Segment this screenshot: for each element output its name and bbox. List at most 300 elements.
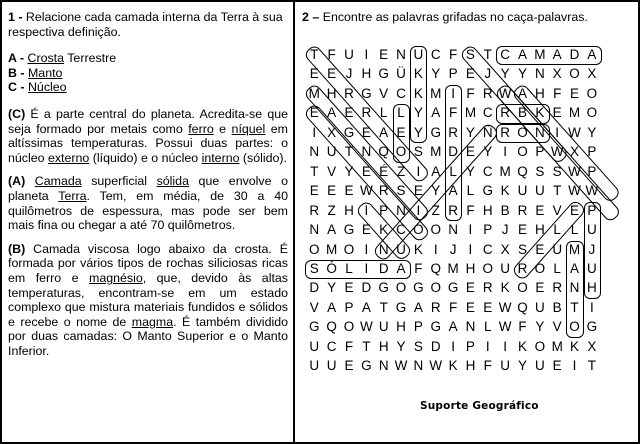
grid-letter[interactable]: K (517, 338, 528, 354)
grid-letter[interactable]: O (517, 280, 529, 296)
grid-letter[interactable]: E (344, 358, 354, 374)
grid-letter[interactable]: H (361, 66, 372, 82)
grid-letter[interactable]: D (569, 47, 580, 62)
grid-letter[interactable]: C (482, 241, 494, 257)
grid-letter[interactable]: M (568, 241, 581, 257)
grid-letter[interactable]: Y (517, 66, 528, 82)
grid-letter[interactable]: M (308, 85, 321, 101)
grid-letter[interactable]: A (327, 299, 337, 315)
grid-letter[interactable]: E (535, 202, 545, 218)
grid-letter[interactable]: O (569, 319, 581, 335)
grid-letter[interactable]: D (361, 280, 372, 296)
grid-letter[interactable]: F (344, 338, 354, 354)
grid-letter[interactable]: P (587, 202, 597, 218)
grid-letter[interactable]: P (587, 163, 597, 179)
grid-letter[interactable]: E (309, 183, 320, 199)
option-a (8, 51, 288, 66)
grid-letter[interactable]: E (327, 183, 337, 199)
grid-letter[interactable]: E (465, 66, 476, 82)
grid-letter[interactable]: W (550, 144, 565, 160)
grid-letter[interactable]: N (396, 47, 407, 62)
grid-letter[interactable]: G (447, 280, 459, 296)
grid-letter[interactable]: T (362, 338, 371, 354)
grid-letter[interactable]: Y (327, 280, 337, 296)
grid-letter[interactable]: O (343, 319, 355, 335)
grid-letter[interactable]: G (395, 299, 407, 315)
grid-letter[interactable]: E (517, 222, 528, 238)
grid-letter[interactable]: Q (430, 260, 442, 276)
grid-letter[interactable]: A (448, 183, 459, 199)
grid-letter[interactable]: I (364, 241, 369, 257)
grid-letter[interactable]: U (500, 358, 511, 374)
grid-letter[interactable]: L (345, 260, 354, 276)
grid-letter[interactable]: C (500, 47, 511, 62)
grid-letter[interactable]: E (535, 280, 545, 296)
grid-letter[interactable]: R (309, 202, 320, 218)
grid-letter[interactable]: F (466, 202, 476, 218)
grid-letter[interactable]: F (553, 85, 562, 101)
def-text (25, 174, 35, 188)
grid-letter[interactable]: M (464, 105, 477, 121)
grid-letter[interactable]: C (396, 85, 407, 101)
grid-letter[interactable]: I (590, 299, 595, 315)
grid-letter[interactable]: O (534, 260, 546, 276)
grid-letter[interactable]: G (343, 222, 355, 238)
grid-letter[interactable]: U (326, 144, 338, 160)
grid-letter[interactable]: O (309, 241, 321, 257)
grid-letter[interactable]: Y (465, 124, 476, 140)
grid-letter[interactable]: L (553, 260, 562, 276)
grid-letter[interactable]: S (413, 144, 424, 160)
grid-letter[interactable]: G (378, 280, 390, 296)
grid-letter[interactable]: Ü (396, 66, 407, 82)
grid-letter[interactable]: P (413, 319, 424, 335)
grid-letter[interactable]: D (430, 338, 442, 354)
grid-letter[interactable]: N (309, 144, 320, 160)
grid-letter[interactable]: K (448, 358, 459, 374)
grid-letter[interactable]: A (570, 260, 580, 276)
def-text: , que, devido às altas temperaturas, encontram-se em um estado complexo que mistura materiais fundidos e sólidos e recebe o nome de (8, 270, 288, 329)
def-keyword: interno (201, 150, 240, 165)
grid-letter[interactable]: A (396, 260, 407, 276)
grid-letter[interactable]: A (413, 299, 424, 315)
grid-letter[interactable]: A (448, 319, 459, 335)
grid-letter[interactable]: O (413, 222, 425, 238)
grid-letter[interactable]: L (379, 105, 388, 121)
grid-letter[interactable]: E (309, 66, 320, 82)
grid-letter[interactable]: L (570, 222, 579, 238)
grid-letter[interactable]: Q (517, 163, 529, 179)
grid-letter[interactable]: K (413, 241, 424, 257)
grid-letter[interactable]: I (572, 358, 577, 374)
grid-letter[interactable]: O (517, 144, 529, 160)
grid-letter[interactable]: R (500, 105, 511, 121)
option-word: Crosta (27, 51, 65, 66)
grid-letter[interactable]: Z (327, 202, 337, 218)
grid-letter[interactable]: D (448, 144, 459, 160)
grid-letter[interactable]: C (482, 105, 494, 121)
grid-letter[interactable]: K (570, 338, 580, 354)
grid-letter[interactable]: Y (413, 124, 424, 140)
grid-letter[interactable]: R (430, 299, 442, 315)
grid-letter[interactable]: E (361, 124, 372, 140)
grid-letter[interactable]: T (587, 358, 597, 374)
grid-letter[interactable]: W (429, 358, 443, 374)
grid-letter[interactable]: T (379, 299, 389, 315)
grid-letter[interactable]: W (498, 319, 513, 335)
grid-letter[interactable]: O (517, 124, 529, 140)
grid-letter[interactable]: K (500, 183, 511, 199)
grid-letter[interactable]: F (466, 85, 476, 101)
grid-letter[interactable]: M (430, 144, 442, 160)
grid-letter[interactable]: F (448, 47, 458, 62)
grid-letter[interactable]: P (379, 202, 389, 218)
grid-letter[interactable]: H (465, 358, 476, 374)
grid-letter[interactable]: J (588, 241, 596, 257)
grid-letter[interactable]: I (555, 124, 560, 140)
grid-letter[interactable]: H (344, 202, 355, 218)
grid-letter[interactable]: F (448, 105, 458, 121)
grid-letter[interactable]: U (396, 241, 407, 257)
grid-letter[interactable]: G (361, 358, 373, 374)
grid-letter[interactable]: P (535, 144, 545, 160)
q2-instruction-text: Encontre as palavras grifadas no caça-palavras. (322, 10, 588, 24)
grid-letter[interactable]: E (344, 280, 354, 296)
grid-letter[interactable]: E (570, 85, 580, 101)
grid-letter[interactable]: Y (413, 105, 424, 121)
grid-letter[interactable]: C (326, 338, 338, 354)
grid-letter[interactable]: G (309, 319, 321, 335)
grid-letter[interactable]: S (396, 183, 407, 199)
grid-letter[interactable]: Y (465, 163, 476, 179)
grid-letter[interactable]: R (482, 280, 494, 296)
grid-letter[interactable]: R (482, 85, 494, 101)
grid-letter[interactable]: A (552, 47, 563, 62)
grid-letter[interactable]: Ó (326, 260, 338, 276)
grid-letter[interactable]: I (503, 338, 508, 354)
grid-letter[interactable]: R (344, 85, 355, 101)
grid-letter[interactable]: W (585, 183, 599, 199)
grid-letter[interactable]: N (361, 144, 372, 160)
grid-letter[interactable]: U (534, 358, 546, 374)
grid-letter[interactable]: U (309, 358, 320, 374)
grid-letter[interactable]: V (552, 202, 563, 218)
grid-letter[interactable]: G (343, 124, 355, 140)
grid-letter[interactable]: C (482, 163, 494, 179)
grid-letter[interactable]: E (309, 105, 320, 121)
grid-letter[interactable]: L (397, 105, 406, 121)
grid-letter[interactable]: V (309, 299, 320, 315)
grid-letter[interactable]: A (361, 299, 372, 315)
grid-letter[interactable]: W (568, 183, 582, 199)
grid-letter[interactable]: Y (517, 358, 528, 374)
grid-letter[interactable]: F (483, 358, 493, 374)
grid-letter[interactable]: P (448, 66, 459, 82)
grid-letter[interactable]: J (501, 222, 510, 238)
grid-letter[interactable]: W (568, 124, 582, 140)
grid-letter[interactable]: A (587, 47, 597, 62)
grid-letter[interactable]: M (568, 105, 581, 121)
question-1 (8, 10, 288, 367)
grid-letter[interactable]: L (449, 163, 458, 179)
grid-letter[interactable]: H (587, 280, 598, 296)
grid-letter[interactable]: A (327, 105, 337, 121)
grid-letter[interactable]: C (430, 47, 442, 62)
grid-letter[interactable]: H (534, 222, 546, 238)
grid-letter[interactable]: O (482, 260, 494, 276)
grid-letter[interactable]: N (396, 202, 407, 218)
grid-letter[interactable]: R (361, 105, 372, 121)
grid-letter[interactable]: J (345, 66, 353, 82)
grid-letter[interactable]: N (413, 358, 424, 374)
grid-letter[interactable]: P (344, 299, 354, 315)
grid-letter[interactable]: E (465, 280, 476, 296)
grid-letter[interactable]: U (534, 299, 546, 315)
grid-letter[interactable]: M (499, 163, 512, 179)
grid-letter[interactable]: X (570, 144, 580, 160)
grid-letter[interactable]: S (309, 260, 320, 276)
grid-letter[interactable]: S (413, 338, 424, 354)
option-word: Núcleo (27, 80, 67, 95)
grid-letter[interactable]: T (310, 163, 319, 179)
grid-letter[interactable]: T (570, 299, 580, 315)
grid-letter[interactable]: R (500, 124, 511, 140)
grid-letter[interactable]: M (326, 241, 338, 257)
grid-letter[interactable]: H (482, 202, 494, 218)
grid-letter[interactable]: E (344, 105, 354, 121)
grid-letter[interactable]: I (364, 47, 369, 62)
grid-letter[interactable]: O (430, 222, 442, 238)
grid-letter[interactable]: Q (517, 299, 529, 315)
grid-letter[interactable]: U (309, 338, 320, 354)
grid-letter[interactable]: Y (431, 183, 441, 199)
grid-letter[interactable]: Z (396, 163, 406, 179)
grid-letter[interactable]: N (534, 66, 546, 82)
grid-letter[interactable]: S (517, 241, 528, 257)
grid-letter[interactable]: S (552, 163, 563, 179)
grid-letter[interactable]: H (396, 319, 407, 335)
grid-letter[interactable]: U (378, 319, 390, 335)
grid-letter[interactable]: I (468, 241, 473, 257)
grid-letter[interactable]: U (587, 222, 598, 238)
grid-letter[interactable]: P (465, 338, 476, 354)
grid-letter[interactable]: F (414, 260, 424, 276)
grid-letter[interactable]: K (379, 222, 389, 238)
grid-letter[interactable]: I (451, 338, 456, 354)
grid-letter[interactable]: E (396, 124, 407, 140)
definition-b (8, 242, 288, 359)
grid-letter[interactable]: B (500, 202, 511, 218)
grid-letter[interactable]: E (552, 358, 563, 374)
grid-letter[interactable]: T (344, 144, 354, 160)
grid-letter[interactable]: A (327, 222, 337, 238)
grid-letter[interactable]: É (379, 163, 389, 179)
grid-letter[interactable]: W (498, 299, 513, 315)
grid-letter[interactable]: Ñ (482, 124, 494, 140)
grid-letter[interactable]: K (535, 105, 545, 121)
grid-letter[interactable]: A (379, 124, 389, 140)
grid-letter[interactable]: O (586, 85, 598, 101)
grid-letter[interactable]: Z (431, 202, 441, 218)
grid-letter[interactable]: R (448, 202, 459, 218)
grid-letter[interactable]: R (552, 280, 563, 296)
grid-letter[interactable]: Y (587, 124, 597, 140)
grid-letter[interactable]: Y (396, 338, 407, 354)
grid-letter[interactable]: U (326, 358, 338, 374)
grid-letter[interactable]: X (327, 124, 337, 140)
grid-letter[interactable]: H (326, 85, 338, 101)
grid-letter[interactable]: I (364, 202, 369, 218)
grid-letter[interactable]: I (364, 260, 369, 276)
grid-letter[interactable]: O (430, 280, 442, 296)
grid-letter[interactable]: Y (500, 66, 511, 82)
grid-letter[interactable]: N (569, 280, 580, 296)
grid-letter[interactable]: A (431, 163, 441, 179)
grid-letter[interactable]: E (327, 66, 337, 82)
grid-letter[interactable]: A (517, 47, 528, 62)
grid-letter[interactable]: P (483, 222, 493, 238)
grid-letter[interactable]: U (344, 47, 355, 62)
grid-letter[interactable]: U (534, 183, 546, 199)
grid-letter[interactable]: N (309, 222, 320, 238)
grid-letter[interactable]: J (484, 66, 492, 82)
grid-letter[interactable]: U (552, 241, 563, 257)
grid-letter[interactable]: E (552, 105, 563, 121)
def-keyword: níquel (231, 121, 266, 136)
grid-letter[interactable]: G (413, 280, 425, 296)
grid-letter[interactable]: H (465, 260, 476, 276)
grid-letter[interactable]: N (378, 241, 390, 257)
grid-letter[interactable]: T (310, 47, 319, 62)
grid-letter[interactable]: I (433, 241, 439, 257)
grid-letter[interactable]: B (552, 299, 563, 315)
grid-letter[interactable]: N (465, 319, 476, 335)
grid-letter[interactable]: M (447, 260, 460, 276)
grid-letter[interactable]: E (570, 202, 580, 218)
grid-letter[interactable]: S (465, 47, 476, 62)
grid-letter[interactable]: U (517, 183, 528, 199)
grid-letter[interactable]: I (485, 338, 491, 354)
grid-letter[interactable]: I (468, 222, 473, 238)
grid-letter[interactable]: A (431, 105, 441, 121)
grid-letter[interactable]: G (586, 319, 598, 335)
grid-letter[interactable]: R (517, 202, 528, 218)
grid-letter[interactable]: L (553, 222, 562, 238)
grid-letter[interactable]: O (395, 280, 407, 296)
grid-letter[interactable]: G (361, 85, 373, 101)
grid-letter[interactable]: Y (483, 144, 493, 160)
grid-letter[interactable]: K (413, 85, 424, 101)
grid-letter[interactable]: X (587, 338, 597, 354)
grid-letter[interactable]: K (500, 280, 511, 296)
grid-letter[interactable]: R (517, 260, 528, 276)
grid-letter[interactable]: E (465, 144, 476, 160)
grid-letter[interactable]: Y (535, 319, 545, 335)
grid-letter[interactable]: I (416, 202, 421, 218)
grid-letter[interactable]: N (534, 124, 546, 140)
grid-letter[interactable]: V (379, 85, 389, 101)
grid-letter[interactable]: D (378, 260, 390, 276)
grid-letter[interactable]: T (553, 183, 562, 199)
grid-letter[interactable]: W (394, 358, 408, 374)
grid-letter[interactable]: N (378, 358, 390, 374)
grid-letter[interactable]: U (587, 260, 598, 276)
grid-letter[interactable]: I (503, 144, 508, 160)
grid-letter[interactable]: C (396, 222, 407, 238)
grid-letter[interactable]: E (535, 241, 545, 257)
grid-letter[interactable]: M (551, 338, 564, 354)
grid-letter[interactable]: Y (431, 66, 441, 82)
grid-letter[interactable]: N (448, 222, 459, 238)
grid-letter[interactable]: L (466, 183, 475, 199)
grid-letter[interactable]: R (448, 124, 459, 140)
grid-letter[interactable]: L (484, 319, 493, 335)
grid-letter[interactable]: V (327, 163, 337, 179)
grid-letter[interactable]: J (449, 241, 457, 257)
grid-letter[interactable]: I (416, 163, 421, 179)
grid-letter[interactable]: W (568, 163, 582, 179)
grid-letter[interactable]: M (534, 47, 546, 62)
grid-letter[interactable]: G (378, 66, 390, 82)
grid-letter[interactable]: E (465, 299, 476, 315)
grid-letter[interactable]: O (343, 241, 355, 257)
grid-letter[interactable]: E (413, 183, 424, 199)
grid-letter[interactable]: E (344, 183, 354, 199)
grid-letter[interactable]: G (482, 183, 494, 199)
grid-letter[interactable]: G (430, 124, 442, 140)
grid-letter[interactable]: W (498, 85, 513, 101)
grid-letter[interactable]: K (413, 66, 424, 82)
grid-letter[interactable]: O (569, 66, 581, 82)
grid-letter[interactable]: M (430, 85, 442, 101)
grid-letter[interactable]: S (535, 163, 545, 179)
grid-letter[interactable]: D (309, 280, 320, 296)
grid-letter[interactable]: F (518, 319, 528, 335)
grid-letter[interactable]: A (517, 85, 528, 101)
q1-instruction-text: Relacione cada camada interna da Terra à sua respectiva definição. (8, 10, 283, 39)
grid-letter[interactable]: F (327, 47, 337, 62)
grid-letter[interactable]: E (483, 299, 493, 315)
grid-letter[interactable]: R (378, 183, 390, 199)
grid-letter[interactable]: Q (378, 144, 390, 160)
grid-letter[interactable]: Q (326, 319, 338, 335)
grid-letter[interactable]: O (395, 144, 407, 160)
grid-letter[interactable]: H (534, 85, 546, 101)
grid-letter[interactable]: X (552, 66, 563, 82)
grid-letter[interactable]: E (379, 47, 389, 62)
grid-letter[interactable]: I (312, 124, 317, 140)
grid-letter[interactable]: W (359, 183, 374, 199)
grid-letter[interactable]: B (517, 105, 528, 121)
grid-letter[interactable]: F (448, 299, 458, 315)
grid-letter[interactable]: V (552, 319, 563, 335)
grid-letter[interactable]: I (451, 85, 456, 101)
grid-letter[interactable]: U (413, 47, 424, 62)
grid-letter[interactable]: O (586, 105, 598, 121)
grid-letter[interactable]: H (378, 338, 390, 354)
grid-letter[interactable]: T (483, 47, 493, 62)
grid-letter[interactable]: E (361, 163, 372, 179)
grid-letter[interactable]: X (500, 241, 511, 257)
grid-letter[interactable]: X (587, 66, 597, 82)
grid-letter[interactable]: G (430, 319, 442, 335)
grid-letter[interactable]: Y (344, 163, 354, 179)
grid-letter[interactable]: U (500, 260, 511, 276)
grid-letter[interactable]: W (359, 319, 374, 335)
grid-letter[interactable]: E (361, 222, 372, 238)
grid-letter[interactable]: O (534, 338, 546, 354)
grid-letter[interactable]: P (587, 144, 597, 160)
